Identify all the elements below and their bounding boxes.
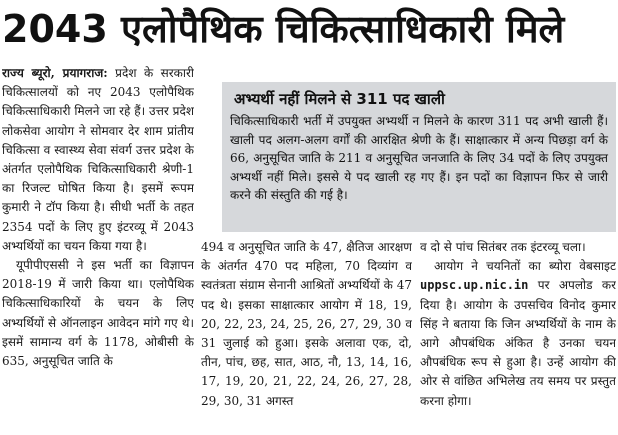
article-paragraph: व दो से पांच सितंबर तक इंटरव्यू चला। (420, 240, 586, 254)
website-url: uppsc.up.nic.in (420, 278, 529, 293)
article-paragraph (420, 257, 616, 411)
paragraph-text: प्रदेश के सरकारी चिकित्सालयों को नए 2043 एलोपैथिक चिकित्साधिकारी मिलने जा रहे हैं। उत्तर प्रदेश लोकसेवा आयोग ने सोमवार देर शाम प्रांतीय चिकित्सा व स्वास्थ्य सेवा संवर्ग उत्तर प्रदेश के अंतर्गत एलोपैथिक चिकित्साधिकारी श्रेणी-1 का रिजल्ट घोषित किया है। इसमें रूपम कुमारी ने टॉप किया है। सीधी भर्ती के तहत 2354 पदों के लिए हुए इंटरव्यू में 2043 अभ्यर्थियों का चयन किया गया है। (2, 66, 194, 253)
article-column-left (2, 64, 194, 434)
article-paragraph (2, 64, 194, 256)
article-column-middle (201, 238, 412, 434)
byline: राज्य ब्यूरो, प्रयागराज: (2, 66, 108, 80)
sidebar-box-text: चिकित्साधिकारी भर्ती में उपयुक्त अभ्यर्थी न मिलने के कारण 311 पद अभी खाली हैं। खाली पद अलग-अलग वर्गों की आरक्षित श्रेणी के हैं। साक्षात्कार में अन्य पिछड़ा वर्ग के 66, अनुसूचित जाति के 211 व अनुसूचित जनजाति के लिए 34 पदों के लिए उपयुक्त अभ्यर्थी नहीं मिले। इससे ये पद खाली रह गए हैं। इन पदों का विज्ञापन फिर से जारी करने की संस्तुति की गई है। (230, 114, 608, 203)
sidebar-box-title: अभ्यर्थी नहीं मिलने से 311 पद खाली (234, 90, 445, 108)
headline: 2043 एलोपैथिक चिकित्साधिकारी मिले (2, 7, 565, 51)
paragraph-text: आयोग ने चयनितों का ब्योरा वेबसाइट (434, 259, 616, 274)
sidebar-box (222, 82, 616, 232)
paragraph-text: पर अपलोड कर दिया है। आयोग के उपसचिव विनोद कुमार सिंह ने बताया कि जिन अभ्यर्थियों के नाम के आगे औपबंधिक अंकित है उनका चयन औपबंधिक रूप से हुआ है। उन्हें आयोग की ओर से वांछित अभिलेख तय समय पर प्रस्तुत करना होगा। (420, 278, 616, 408)
article-paragraph: यूपीपीएससी ने इस भर्ती का विज्ञापन 2018-19 में जारी किया था। एलोपैथिक चिकित्साधिकारियों के चयन के लिए अभ्यर्थियों से ऑनलाइन आवेदन मांगे गए थे। इसमें सामान्य वर्ग के 1178, ओबीसी के 635, अनुसूचित जाति के (2, 258, 194, 369)
article-column-right (420, 238, 616, 434)
article-paragraph: 494 व अनुसूचित जाति के 47, क्षैतिज आरक्षण के अंतर्गत 470 पद महिला, 70 दिव्यांग व स्वतंत्रता संग्राम सेनानी आश्रितों अभ्यर्थियों के 47 पद थे। इसका साक्षात्कार आयोग में 18, 19, 20, 22, 23, 24, 25, 26, 27, 29, 30 व 31 जुलाई को हुआ। इसके अलावा एक, दो, तीन, पांच, छह, सात, आठ, नौ, 13, 14, 16, 17, 19, 20, 21, 22, 24, 26, 27, 28, 29, 30, 31 अगस्त (201, 240, 412, 408)
